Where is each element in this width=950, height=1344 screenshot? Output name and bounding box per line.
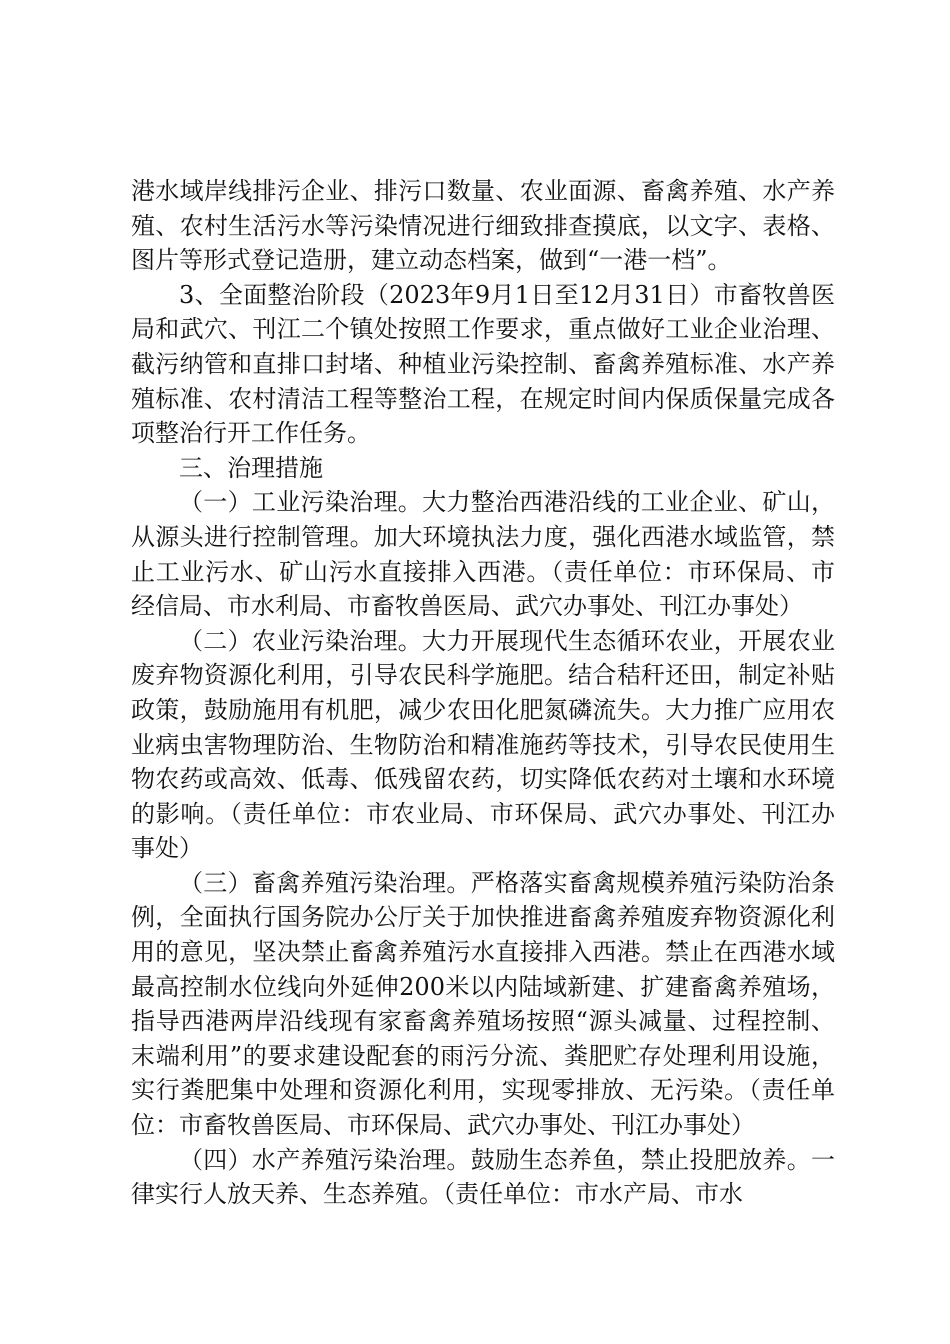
paragraph-2: 3、全面整治阶段（2023年9月1日至12月31日）市畜牧兽医局和武穴、刊江二个镇处按照工作要求，重点做好工业企业治理、截污纳管和直排口封堵、种植业污染控制、畜禽养殖标准、水产养殖标准、农村清洁工程等整治工程，在规定时间内保质保量完成各项整治行开工作任务。	[131, 280, 835, 448]
paragraph-aquaculture: （四）水产养殖污染治理。鼓励生态养鱼，禁止投肥放养。一律实行人放天养、生态养殖。（责任单位：市水产局、市水	[131, 1145, 835, 1209]
paragraph-agricultural: （二）农业污染治理。大力开展现代生态循环农业，开展农业废弃物资源化利用，引导农民科学施肥。结合秸秆还田，制定补贴政策，鼓励施用有机肥，减少农田化肥氮磷流失。大力推广应用农业病虫害物理防治、生物防治和精准施药等技术，引导农民使用生物农药或高效、低毒、低残留农药，切实降低农药对土壤和水环境的影响。（责任单位：市农业局、市环保局、武穴办事处、刊江办事处）	[131, 626, 835, 863]
paragraph-industrial: （一）工业污染治理。大力整治西港沿线的工业企业、矿山，从源头进行控制管理。加大环境执法力度，强化西港水域监管，禁止工业污水、矿山污水直接排入西港。（责任单位：市环保局、市经信局、市水利局、市畜牧兽医局、武穴办事处、刊江办事处）	[131, 488, 835, 621]
document-body	[131, 174, 835, 1212]
paragraph-livestock: （三）畜禽养殖污染治理。严格落实畜禽规模养殖污染防治条例，全面执行国务院办公厅关于加快推进畜禽养殖废弃物资源化利用的意见，坚决禁止畜禽养殖污水直接排入西港。禁止在西港水域最高控制水位线向外延伸200米以内陆域新建、扩建畜禽养殖场，指导西港两岸沿线现有家畜禽养殖场按照“源头减量、过程控制、末端利用”的要求建设配套的雨污分流、粪肥贮存处理利用设施，实行粪肥集中处理和资源化利用，实现零排放、无污染。（责任单位：市畜牧兽医局、市环保局、武穴办事处、刊江办事处）	[131, 868, 835, 1140]
paragraph-1: 港水域岸线排污企业、排污口数量、农业面源、畜禽养殖、水产养殖、农村生活污水等污染情况进行细致排查摸底，以文字、表格、图片等形式登记造册，建立动态档案，做到“一港一档”。	[131, 177, 835, 275]
section-heading-3: 三、治理措施	[179, 453, 323, 482]
